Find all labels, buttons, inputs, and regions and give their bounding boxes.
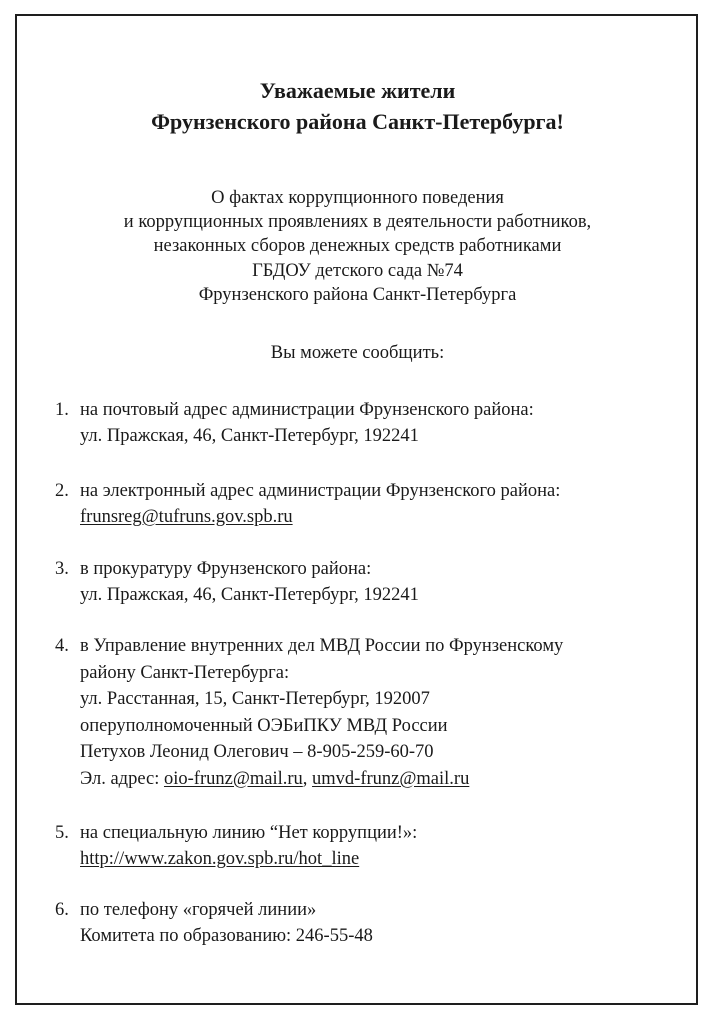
list-item-text: на почтовый адрес администрации Фрунзенского района:	[80, 400, 534, 420]
page-title	[0, 75, 715, 137]
intro-line-2: и коррупционных проявлениях в деятельности работников,	[123, 212, 592, 233]
list-item-prosecutor	[55, 556, 695, 608]
list-item-email-address	[55, 478, 695, 530]
list-item-number: 2.	[55, 481, 69, 501]
intro-line-3: незаконных сборов денежных средств работниками	[153, 236, 562, 257]
list-item-number: 4.	[55, 636, 69, 656]
email-separator: ,	[302, 768, 313, 789]
admin-email-link[interactable]: frunsreg@tufruns.gov.spb.ru	[80, 507, 293, 527]
list-item-number: 5.	[55, 823, 69, 843]
list-item-text: в прокуратуру Фрунзенского района:	[80, 559, 372, 579]
police-email-link-2[interactable]: umvd-frunz@mail.ru	[312, 768, 470, 789]
list-item-text-cont: району Санкт-Петербурга:	[80, 662, 290, 683]
list-item-postal-address	[55, 397, 695, 449]
list-item-hotline	[55, 820, 695, 872]
intro-line-1: О фактах коррупционного поведения	[211, 188, 504, 208]
list-item-police	[55, 633, 695, 792]
intro-paragraph	[0, 186, 715, 307]
hotline-url-link[interactable]: http://www.zakon.gov.spb.ru/hot_line	[80, 849, 360, 869]
title-line-2: Фрунзенского района Санкт-Петербурга!	[151, 109, 564, 134]
list-item-text: на электронный адрес администрации Фрунзенского района:	[80, 481, 561, 501]
list-item-number: 1.	[55, 400, 69, 420]
list-item-text: в Управление внутренних дел МВД России по Фрунзенскому	[80, 636, 564, 656]
title-line-1: Уважаемые жители	[259, 78, 456, 103]
list-item-text: на специальную линию “Нет коррупции!»:	[80, 823, 418, 843]
postal-address: ул. Пражская, 46, Санкт-Петербург, 192241	[80, 426, 419, 446]
officer-position: оперуполномоченный ОЭБиПКУ МВД России	[80, 715, 448, 736]
committee-phone: Комитета по образованию: 246-55-48	[80, 926, 373, 946]
officer-contact: Петухов Леонид Олегович – 8-905-259-60-70	[80, 742, 434, 762]
report-heading: Вы можете сообщить:	[270, 343, 445, 363]
prosecutor-address: ул. Пражская, 46, Санкт-Петербург, 192241	[80, 585, 419, 605]
list-item-number: 6.	[55, 900, 69, 920]
list-item-text: по телефону «горячей линии»	[80, 900, 317, 920]
email-label: Эл. адрес:	[80, 768, 164, 789]
police-address: ул. Расстанная, 15, Санкт-Петербург, 192007	[80, 689, 430, 709]
intro-line-4: ГБДОУ детского сада №74	[252, 260, 463, 281]
list-item-number: 3.	[55, 559, 69, 579]
list-item-phone	[55, 897, 695, 949]
intro-line-5: Фрунзенского района Санкт-Петербурга	[198, 284, 517, 305]
police-email-link-1[interactable]: oio-frunz@mail.ru	[163, 768, 303, 789]
